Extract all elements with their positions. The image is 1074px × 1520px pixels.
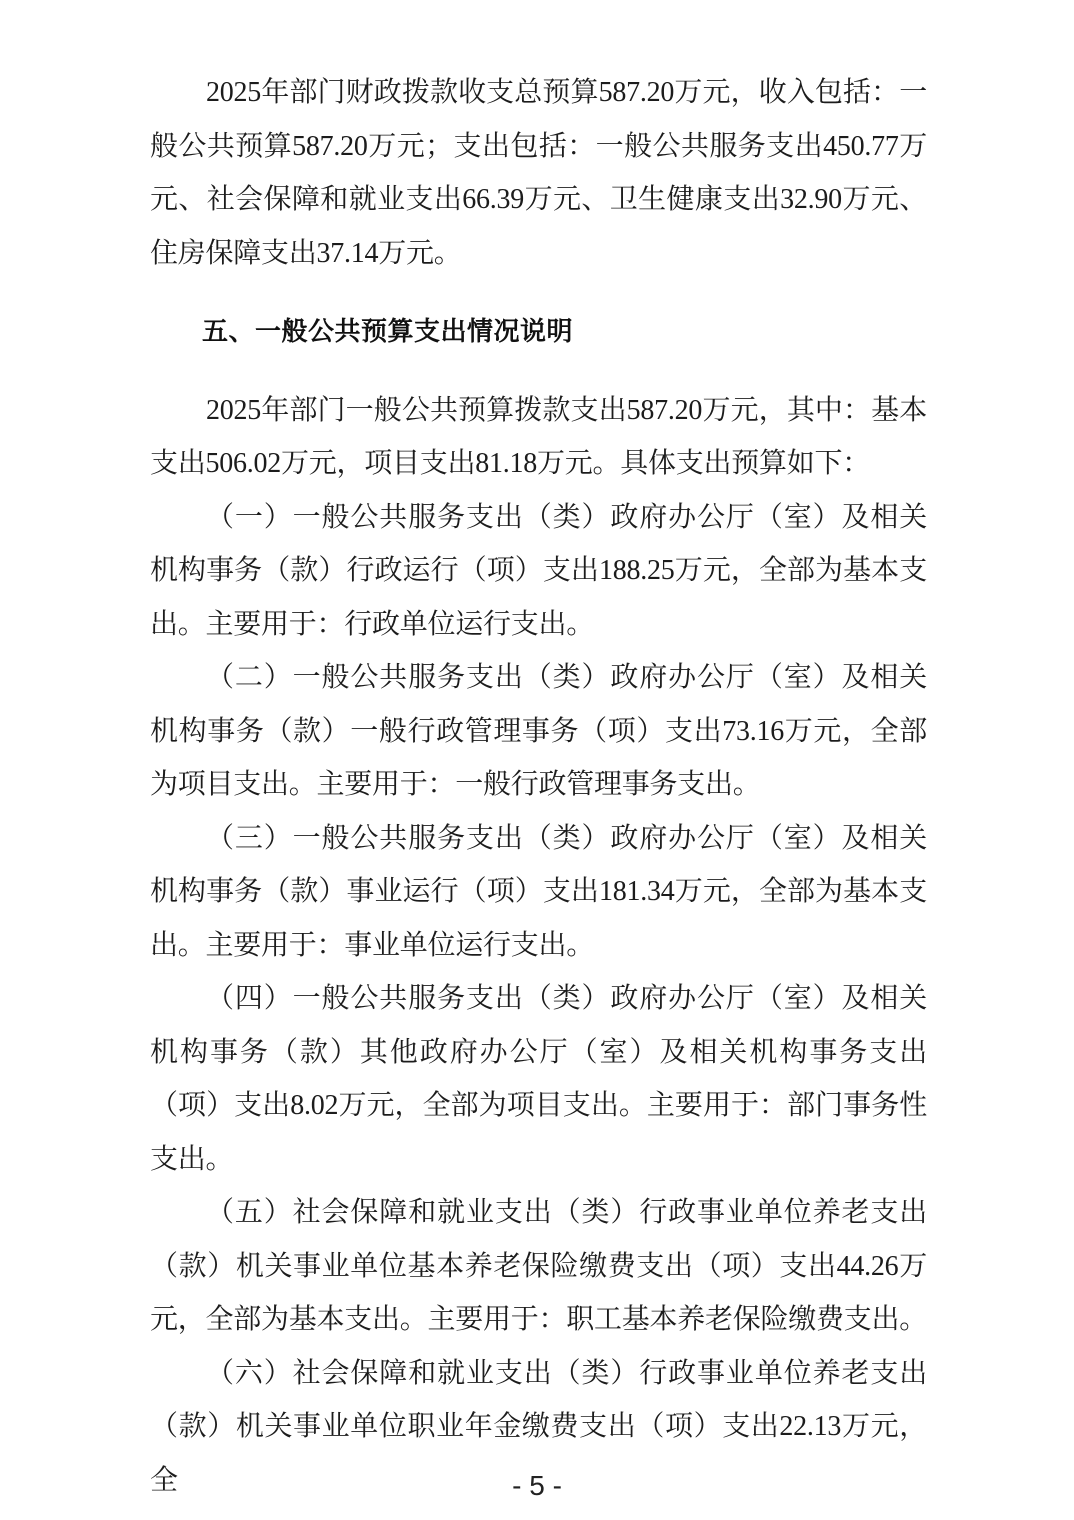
document-body xyxy=(150,66,927,1507)
item-2-paragraph: （二）一般公共服务支出（类）政府办公厅（室）及相关机构事务（款）一般行政管理事务（项）支出73.16万元，全部为项目支出。主要用于：一般行政管理事务支出。 xyxy=(150,662,927,800)
page-number: - 5 - xyxy=(512,1470,562,1501)
item-5-paragraph: （五）社会保障和就业支出（类）行政事业单位养老支出（款）机关事业单位基本养老保险缴费支出（项）支出44.26万元，全部为基本支出。主要用于：职工基本养老保险缴费支出。 xyxy=(150,1197,928,1335)
item-4-paragraph: （四）一般公共服务支出（类）政府办公厅（室）及相关机构事务（款）其他政府办公厅（室）及相关机构事务支出（项）支出8.02万元，全部为项目支出。主要用于：部门事务性支出。 xyxy=(150,983,927,1175)
intro-paragraph: 2025年部门财政拨款收支总预算587.20万元，收入包括：一般公共预算587.20万元；支出包括：一般公共服务支出450.77万元、社会保障和就业支出66.39万元、卫生健康支出32.90万元、住房保障支出37.14万元。 xyxy=(150,77,927,269)
budget-summary-paragraph: 2025年部门一般公共预算拨款支出587.20万元，其中：基本支出506.02万元，项目支出81.18万元。具体支出预算如下： xyxy=(150,394,927,479)
item-3-paragraph: （三）一般公共服务支出（类）政府办公厅（室）及相关机构事务（款）事业运行（项）支出181.34万元，全部为基本支出。主要用于：事业单位运行支出。 xyxy=(150,822,927,961)
section-heading: 五、一般公共预算支出情况说明 xyxy=(202,316,574,346)
item-6-paragraph-truncated: （六）社会保障和就业支出（类）行政事业单位养老支出（款）机关事业单位职业年金缴费支出（项）支出22.13万元，全 xyxy=(150,1357,927,1496)
page-footer xyxy=(0,1470,1074,1502)
item-1-paragraph: （一）一般公共服务支出（类）政府办公厅（室）及相关机构事务（款）行政运行（项）支出188.25万元，全部为基本支出。主要用于：行政单位运行支出。 xyxy=(150,501,927,640)
